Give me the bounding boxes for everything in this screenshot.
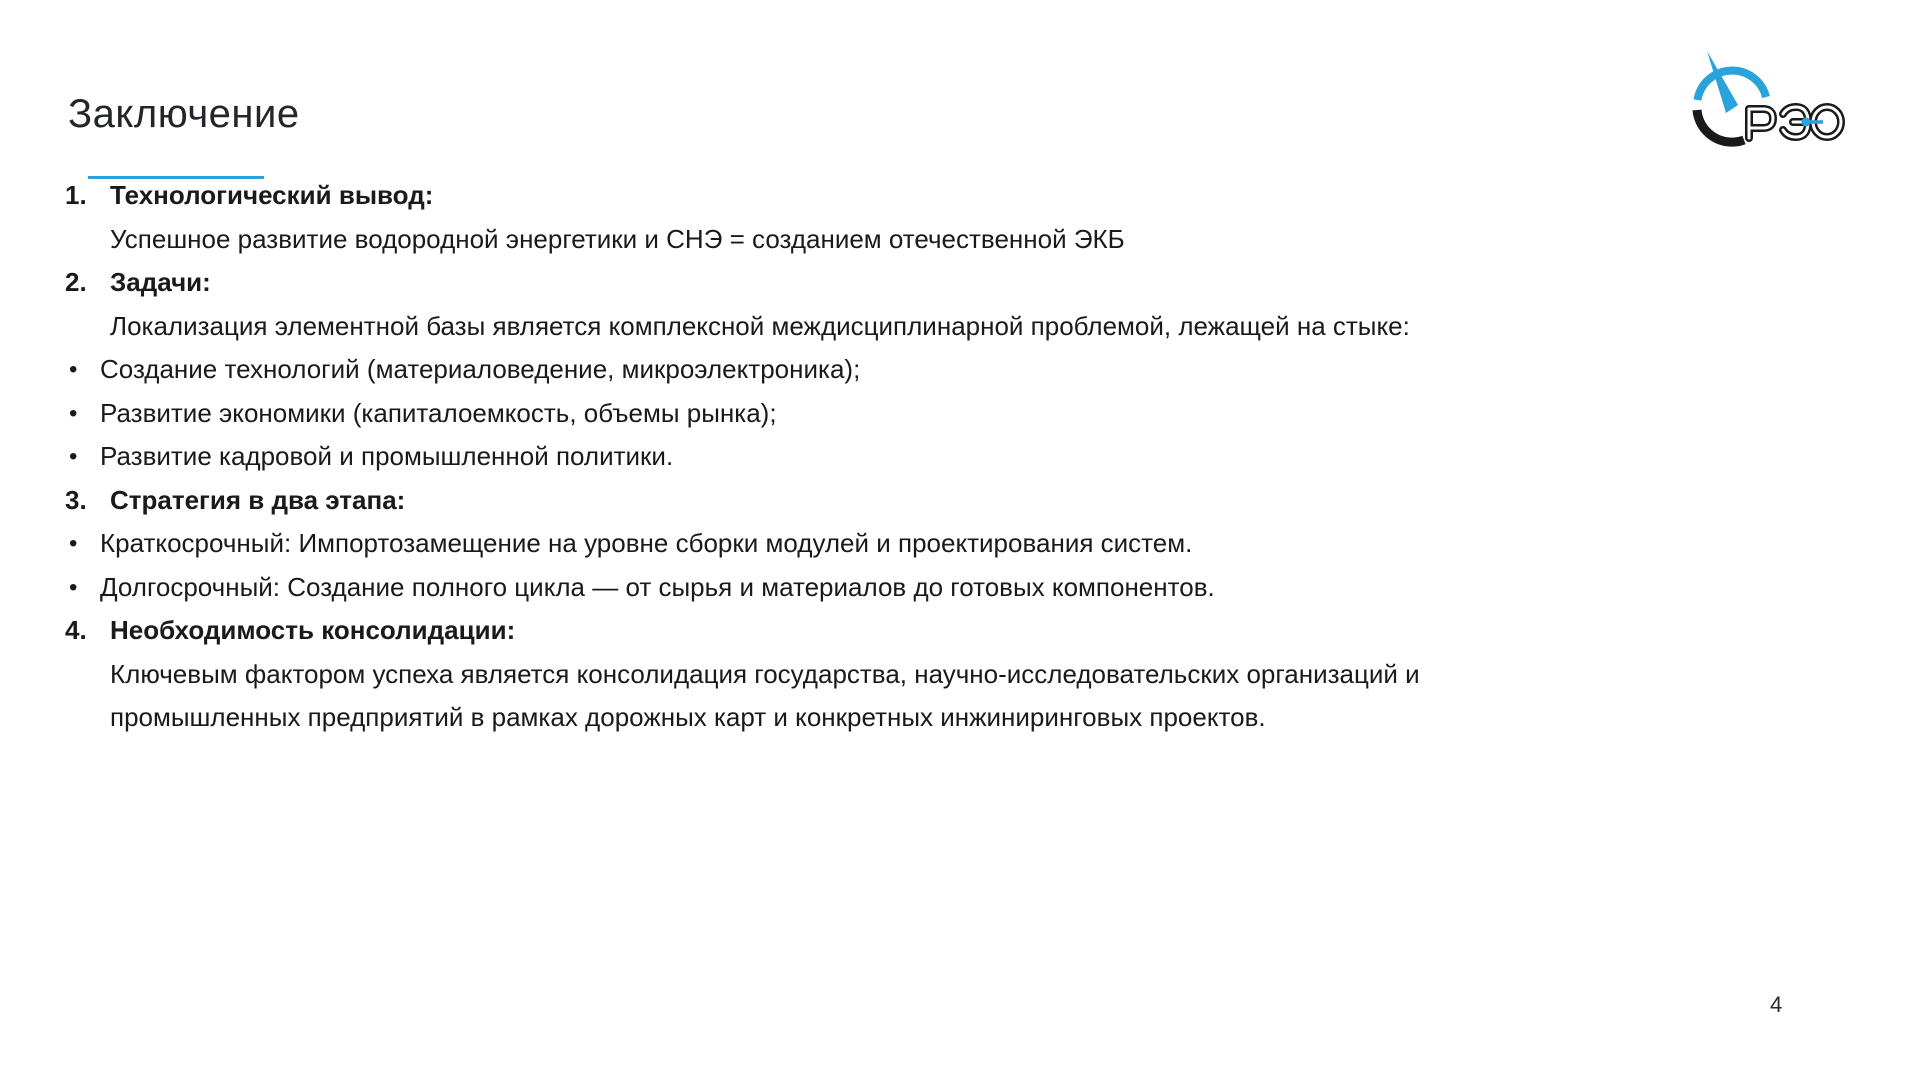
bullet-item	[65, 566, 1605, 610]
bullet-marker: •	[69, 573, 78, 601]
item-text: Развитие экономики (капиталоемкость, объемы рынка);	[100, 397, 777, 428]
text-line	[65, 305, 1605, 349]
page-number: 4	[1770, 992, 1783, 1017]
content-list	[65, 174, 1605, 740]
bullet-item	[65, 348, 1605, 392]
item-text: Задачи:	[110, 267, 211, 297]
numbered-item	[65, 609, 1605, 653]
number-marker: 4.	[65, 615, 87, 645]
item-text: Ключевым фактором успеха является консолидация государства, научно-исследовательских организаций и	[110, 658, 1420, 689]
bullet-item	[65, 435, 1605, 479]
number-marker: 1.	[65, 180, 87, 210]
company-logo	[1686, 38, 1851, 156]
item-text: Развитие кадровой и промышленной политики.	[100, 441, 674, 471]
bullet-marker: •	[69, 399, 78, 427]
item-text: Технологический вывод:	[110, 180, 434, 210]
item-text: Стратегия в два этапа:	[110, 484, 406, 515]
item-text: Успешное развитие водородной энергетики и СНЭ = созданием отечественной ЭКБ	[110, 223, 1125, 254]
bullet-marker: •	[69, 443, 78, 470]
item-text: Создание технологий (материаловедение, микроэлектроника);	[100, 354, 861, 384]
numbered-item	[65, 261, 1605, 305]
item-text: промышленных предприятий в рамках дорожных карт и конкретных инжиниринговых проектов.	[110, 702, 1266, 732]
bullet-item	[65, 522, 1605, 566]
logo-letters	[1749, 107, 1841, 138]
text-line	[65, 653, 1605, 697]
bullet-item	[65, 392, 1605, 436]
item-text: Необходимость консолидации:	[110, 615, 516, 645]
page-title: Заключение	[68, 92, 300, 136]
item-text: Долгосрочный: Создание полного цикла — от сырья и материалов до готовых компонентов.	[100, 571, 1215, 602]
item-text: Локализация элементной базы является комплексной междисциплинарной проблемой, лежащей на стыке:	[110, 310, 1410, 341]
text-line	[65, 218, 1605, 262]
bullet-marker: •	[69, 356, 78, 383]
text-line	[65, 696, 1605, 740]
gauge-logo-icon	[1686, 38, 1851, 156]
numbered-item	[65, 479, 1605, 523]
number-marker: 2.	[65, 267, 87, 297]
numbered-item	[65, 174, 1605, 218]
item-text: Краткосрочный: Импортозамещение на уровне сборки модулей и проектирования систем.	[100, 528, 1193, 558]
number-marker: 3.	[65, 484, 87, 515]
bullet-marker: •	[69, 530, 78, 557]
